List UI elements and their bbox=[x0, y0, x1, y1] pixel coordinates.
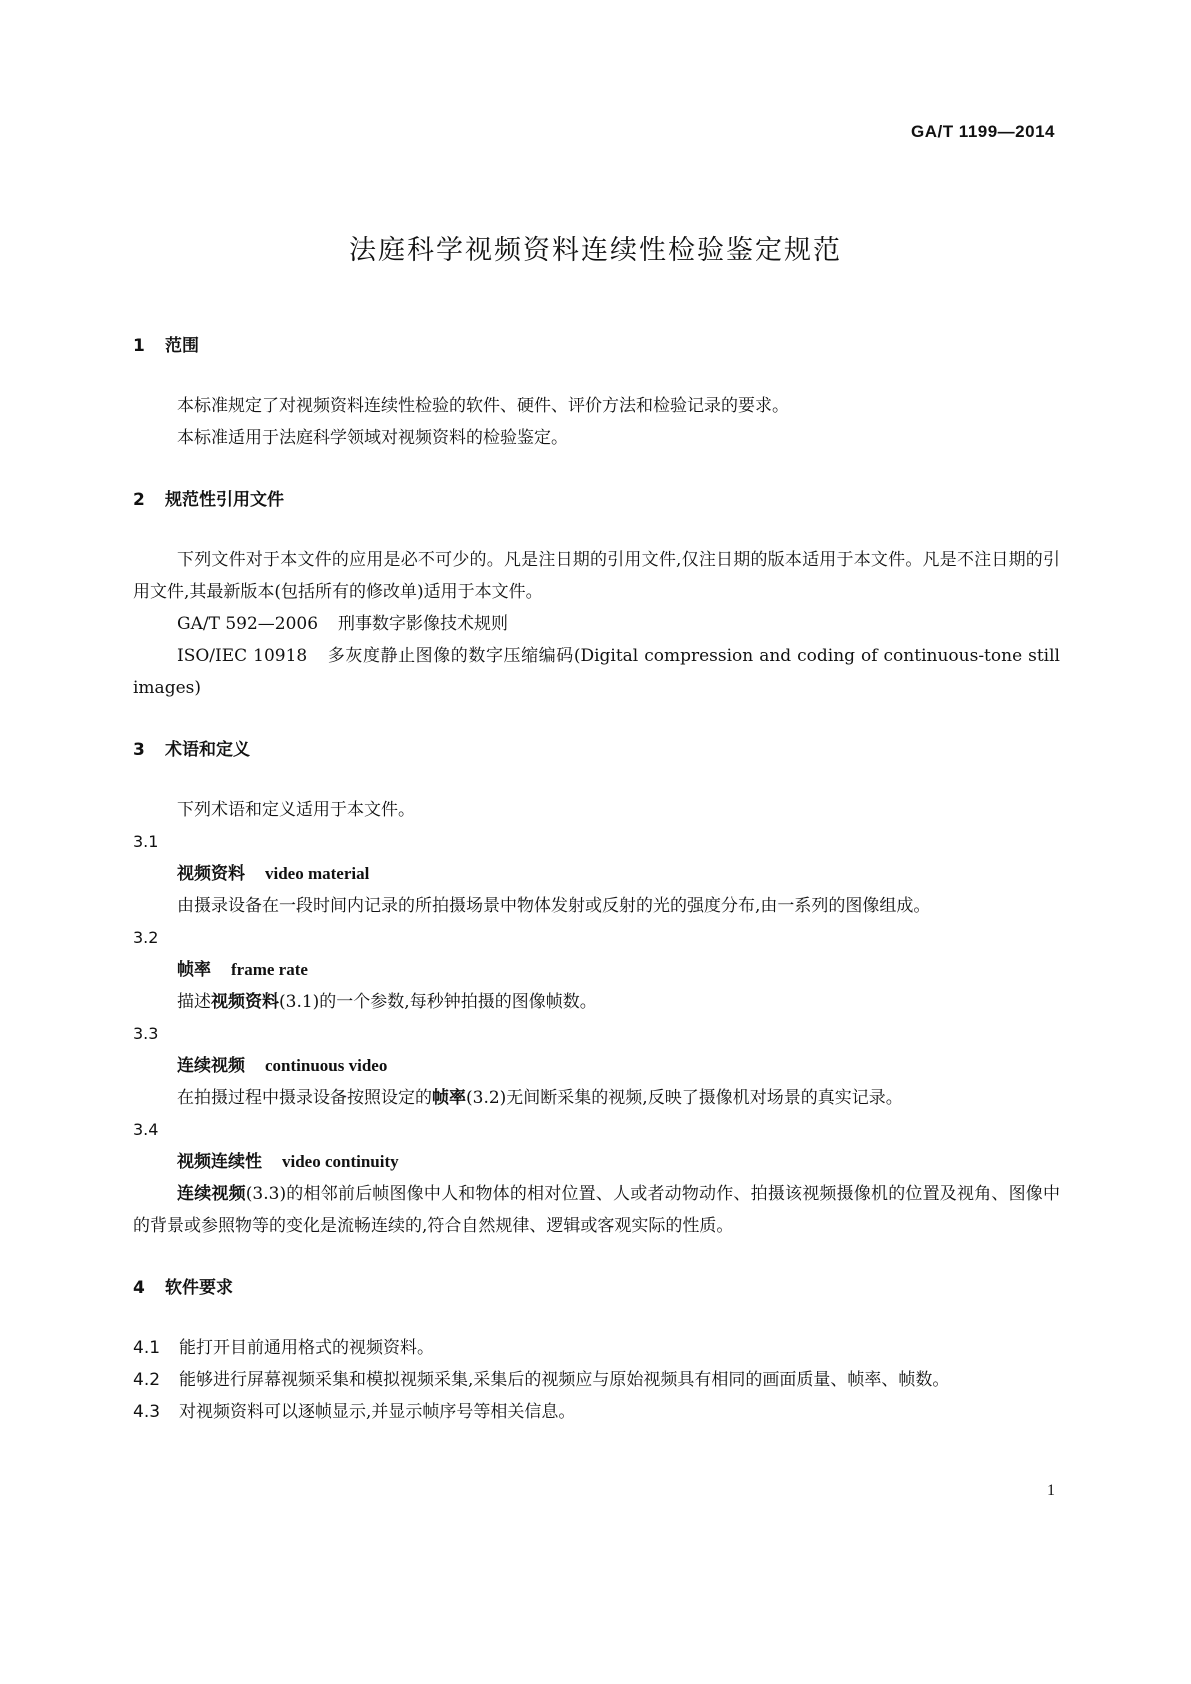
section-title: 软件要求 bbox=[165, 1278, 233, 1298]
clause-number: 4.1 bbox=[133, 1338, 161, 1358]
term-name-en: frame rate bbox=[231, 960, 308, 979]
term-number: 3.2 bbox=[133, 928, 159, 947]
term-definition bbox=[133, 986, 1060, 1018]
page-number: 1 bbox=[1047, 1482, 1055, 1499]
term-name-cn: 视频资料 bbox=[177, 864, 245, 884]
cross-reference-term: 连续视频 bbox=[177, 1184, 246, 1204]
clause-text: 能打开目前通用格式的视频资料。 bbox=[179, 1338, 434, 1358]
section-title: 术语和定义 bbox=[165, 740, 250, 760]
clause-number: 4.2 bbox=[133, 1370, 161, 1390]
term-name-cn: 视频连续性 bbox=[177, 1152, 262, 1172]
term-name bbox=[133, 1050, 1060, 1082]
paragraph: 本标准规定了对视频资料连续性检验的软件、硬件、评价方法和检验记录的要求。 bbox=[177, 396, 789, 416]
reference-code: GA/T 592—2006 bbox=[177, 614, 319, 634]
section-heading-software-requirements bbox=[133, 1272, 1060, 1304]
section-number: 2 bbox=[133, 490, 145, 510]
term-name-en: continuous video bbox=[265, 1056, 388, 1075]
cross-reference-term: 帧率 bbox=[432, 1088, 466, 1108]
clause bbox=[133, 1396, 1060, 1428]
clause-number: 4.3 bbox=[133, 1402, 161, 1422]
clause bbox=[133, 1364, 1060, 1396]
term-number: 3.3 bbox=[133, 1024, 159, 1043]
term-name-cn: 帧率 bbox=[177, 960, 211, 980]
section-body-terms-and-definitions bbox=[133, 794, 1060, 1242]
clause bbox=[133, 1332, 1060, 1364]
section-heading-terms-and-definitions bbox=[133, 734, 1060, 766]
section-number: 3 bbox=[133, 740, 145, 760]
term-definition bbox=[133, 1178, 1060, 1242]
term-name bbox=[133, 1146, 1060, 1178]
term-name-en: video material bbox=[265, 864, 370, 883]
reference-item bbox=[133, 640, 1060, 704]
section-body-scope bbox=[133, 390, 1060, 454]
reference-item bbox=[133, 608, 1060, 640]
term-definition bbox=[133, 1082, 1060, 1114]
cross-reference-term: 视频资料 bbox=[211, 992, 279, 1012]
section-body-software-requirements bbox=[133, 1332, 1060, 1428]
paragraph: 本标准适用于法庭科学领域对视频资料的检验鉴定。 bbox=[177, 428, 568, 448]
definition-text: (3.2)无间断采集的视频,反映了摄像机对场景的真实记录。 bbox=[466, 1088, 903, 1108]
term-name bbox=[133, 954, 1060, 986]
term-name-cn: 连续视频 bbox=[177, 1056, 245, 1076]
term-name bbox=[133, 858, 1060, 890]
section-title: 规范性引用文件 bbox=[165, 490, 284, 510]
paragraph: 下列文件对于本文件的应用是必不可少的。凡是注日期的引用文件,仅注日期的版本适用于本文件。凡是不注日期的引用文件,其最新版本(包括所有的修改单)适用于本文件。 bbox=[133, 550, 1060, 602]
standard-code: GA/T 1199—2014 bbox=[910, 122, 1055, 141]
term-definition: 由摄录设备在一段时间内记录的所拍摄场景中物体发射或反射的光的强度分布,由一系列的图像组成。 bbox=[177, 896, 931, 916]
document-body bbox=[133, 330, 1060, 1428]
definition-text: 描述 bbox=[177, 992, 211, 1012]
section-heading-normative-references bbox=[133, 484, 1060, 516]
definition-text: 在拍摄过程中摄录设备按照设定的 bbox=[177, 1088, 432, 1108]
term-number: 3.1 bbox=[133, 832, 159, 851]
section-number: 4 bbox=[133, 1278, 145, 1298]
section-number: 1 bbox=[133, 336, 145, 356]
term-number: 3.4 bbox=[133, 1120, 159, 1139]
section-heading-scope bbox=[133, 330, 1060, 362]
reference-title: 多灰度静止图像的数字压缩编码(Digital compression and coding of continuous-tone still images) bbox=[133, 646, 1060, 698]
clause-text: 能够进行屏幕视频采集和模拟视频采集,采集后的视频应与原始视频具有相同的画面质量、帧率、帧数。 bbox=[179, 1370, 950, 1390]
section-body-normative-references bbox=[133, 544, 1060, 704]
document-title: 法庭科学视频资料连续性检验鉴定规范 bbox=[349, 235, 842, 266]
clause-text: 对视频资料可以逐帧显示,并显示帧序号等相关信息。 bbox=[179, 1402, 576, 1422]
paragraph: 下列术语和定义适用于本文件。 bbox=[177, 800, 415, 820]
term-name-en: video continuity bbox=[282, 1152, 399, 1171]
reference-title: 刑事数字影像技术规则 bbox=[338, 614, 509, 634]
definition-text: (3.3)的相邻前后帧图像中人和物体的相对位置、人或者动物动作、拍摄该视频摄像机的位置及视角、图像中的背景或参照物等的变化是流畅连续的,符合自然规律、逻辑或客观实际的性质。 bbox=[133, 1184, 1060, 1236]
reference-code: ISO/IEC 10918 bbox=[177, 646, 308, 666]
section-title: 范围 bbox=[165, 336, 199, 356]
definition-text: (3.1)的一个参数,每秒钟拍摄的图像帧数。 bbox=[279, 992, 597, 1012]
